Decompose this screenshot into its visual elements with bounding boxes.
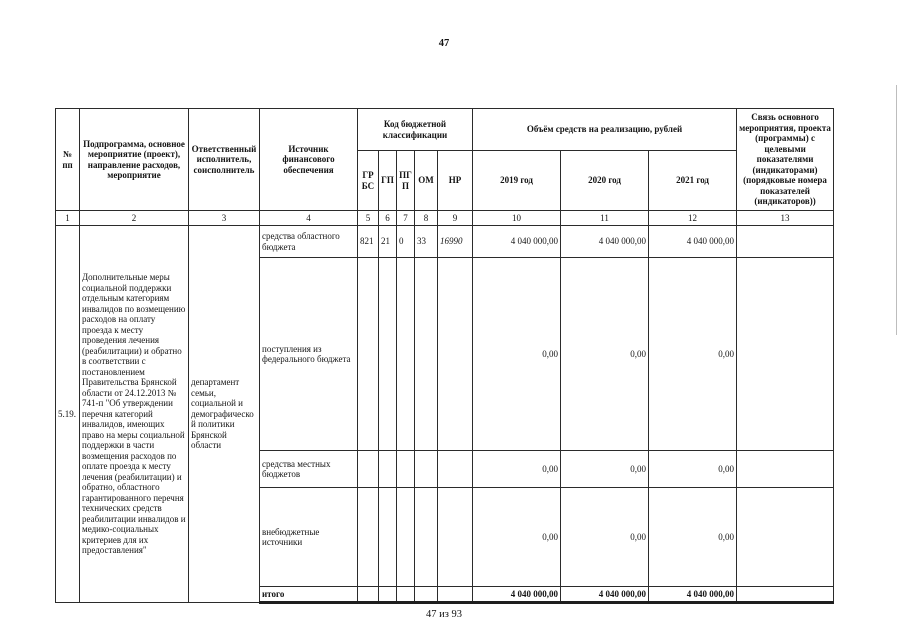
- header-om: ОМ: [415, 151, 438, 211]
- colnum-9: 9: [438, 211, 473, 226]
- amount-2019-cell: 4 040 000,00: [473, 226, 561, 258]
- budget-table: [55, 108, 834, 604]
- header-amount-group: Объём средств на реализацию, рублей: [473, 109, 737, 151]
- header-year-2019: 2019 год: [473, 151, 561, 211]
- total-2021-cell: 4 040 000,00: [649, 587, 737, 603]
- colnum-3: 3: [189, 211, 260, 226]
- subprogram-text-cell: Дополнительные меры социальной поддержки отдельным категориям инвалидов по возмещению расходов на оплату проезда к месту проведения лечения (реабилитации) и обратно в соответствии с постановлением Правительства Брянской области от 24.12.2013 № 741-п "Об утверждении перечня категорий инвалидов, имеющих право на меры социальной поддержки в части возмещения расходов по оплате проезда к месту лечения (реабилитации) и обратно, областного гарантированного перечня технических средств реабилитации инвалидов и медико-социальных критериев для их предоставления": [80, 226, 189, 603]
- pgp-code-cell: 0: [397, 226, 415, 258]
- header-budget-code-group: Код бюджетной классификации: [358, 109, 473, 151]
- pgp-code-cell: [397, 258, 415, 451]
- amount-2021-cell: 0,00: [649, 488, 737, 587]
- gp-code-cell: [379, 451, 397, 488]
- om-code-cell: 33: [415, 226, 438, 258]
- amount-2020-cell: 0,00: [561, 258, 649, 451]
- scan-edge-artifact: [896, 85, 897, 335]
- indicator-link-cell: [737, 226, 834, 258]
- amount-2021-cell: 4 040 000,00: [649, 226, 737, 258]
- amount-2019-cell: 0,00: [473, 451, 561, 488]
- funding-source-cell: средства областного бюджета: [260, 226, 358, 258]
- row-number-cell: 5.19.: [56, 226, 80, 603]
- colnum-13: 13: [737, 211, 834, 226]
- amount-2021-cell: 0,00: [649, 258, 737, 451]
- indicator-link-cell: [737, 451, 834, 488]
- colnum-10: 10: [473, 211, 561, 226]
- header-row-groups: [56, 109, 834, 151]
- grbs-code-cell: [358, 451, 379, 488]
- header-executor: Ответственный исполнитель, соисполнитель: [189, 109, 260, 211]
- executor-text-cell: департамент семьи, социальной и демографической политики Брянской области: [189, 226, 260, 603]
- colnum-5: 5: [358, 211, 379, 226]
- funding-source-cell: средства местных бюджетов: [260, 451, 358, 488]
- om-code-cell: [415, 587, 438, 603]
- om-code-cell: [415, 488, 438, 587]
- nr-code-cell: 16990: [438, 226, 473, 258]
- colnum-8: 8: [415, 211, 438, 226]
- gp-code-cell: [379, 587, 397, 603]
- pgp-code-cell: [397, 587, 415, 603]
- colnum-2: 2: [80, 211, 189, 226]
- column-numbers-row: [56, 211, 834, 226]
- amount-2021-cell: 0,00: [649, 451, 737, 488]
- header-pgp: ПГП: [397, 151, 415, 211]
- header-funding-source: Источник финансового обеспечения: [260, 109, 358, 211]
- grbs-code-cell: 821: [358, 226, 379, 258]
- header-indicator-link: Связь основного мероприятия, проекта (программы) с целевыми показателями (индикаторами) (порядковые номера показателей (индикаторов)): [737, 109, 834, 211]
- grbs-code-cell: [358, 488, 379, 587]
- amount-2019-cell: 0,00: [473, 258, 561, 451]
- header-year-2021: 2021 год: [649, 151, 737, 211]
- nr-code-cell: [438, 258, 473, 451]
- grbs-code-cell: [358, 587, 379, 603]
- gp-code-cell: [379, 258, 397, 451]
- header-gp: ГП: [379, 151, 397, 211]
- amount-2019-cell: 0,00: [473, 488, 561, 587]
- page-footer: 47 из 93: [425, 609, 463, 620]
- colnum-1: 1: [56, 211, 80, 226]
- indicator-link-cell: [737, 488, 834, 587]
- colnum-7: 7: [397, 211, 415, 226]
- colnum-4: 4: [260, 211, 358, 226]
- gp-code-cell: 21: [379, 226, 397, 258]
- total-label-cell: итого: [260, 587, 358, 603]
- amount-2020-cell: 4 040 000,00: [561, 226, 649, 258]
- gp-code-cell: [379, 488, 397, 587]
- om-code-cell: [415, 258, 438, 451]
- amount-2020-cell: 0,00: [561, 451, 649, 488]
- indicator-link-cell: [737, 258, 834, 451]
- header-num: № пп: [56, 109, 80, 211]
- header-grbs: ГРБС: [358, 151, 379, 211]
- nr-code-cell: [438, 587, 473, 603]
- grbs-code-cell: [358, 258, 379, 451]
- pgp-code-cell: [397, 451, 415, 488]
- colnum-11: 11: [561, 211, 649, 226]
- indicator-link-cell: [737, 587, 834, 603]
- total-2020-cell: 4 040 000,00: [561, 587, 649, 603]
- om-code-cell: [415, 451, 438, 488]
- funding-source-cell: внебюджетные источники: [260, 488, 358, 587]
- table-row-regional-budget: [56, 226, 834, 258]
- nr-code-cell: [438, 451, 473, 488]
- header-subprogram: Подпрограмма, основное мероприятие (проект), направление расходов, мероприятие: [80, 109, 189, 211]
- page-number: 47: [438, 38, 450, 49]
- pgp-code-cell: [397, 488, 415, 587]
- colnum-6: 6: [379, 211, 397, 226]
- funding-source-cell: поступления из федерального бюджета: [260, 258, 358, 451]
- colnum-12: 12: [649, 211, 737, 226]
- nr-code-cell: [438, 488, 473, 587]
- header-year-2020: 2020 год: [561, 151, 649, 211]
- total-2019-cell: 4 040 000,00: [473, 587, 561, 603]
- header-nr: НР: [438, 151, 473, 211]
- amount-2020-cell: 0,00: [561, 488, 649, 587]
